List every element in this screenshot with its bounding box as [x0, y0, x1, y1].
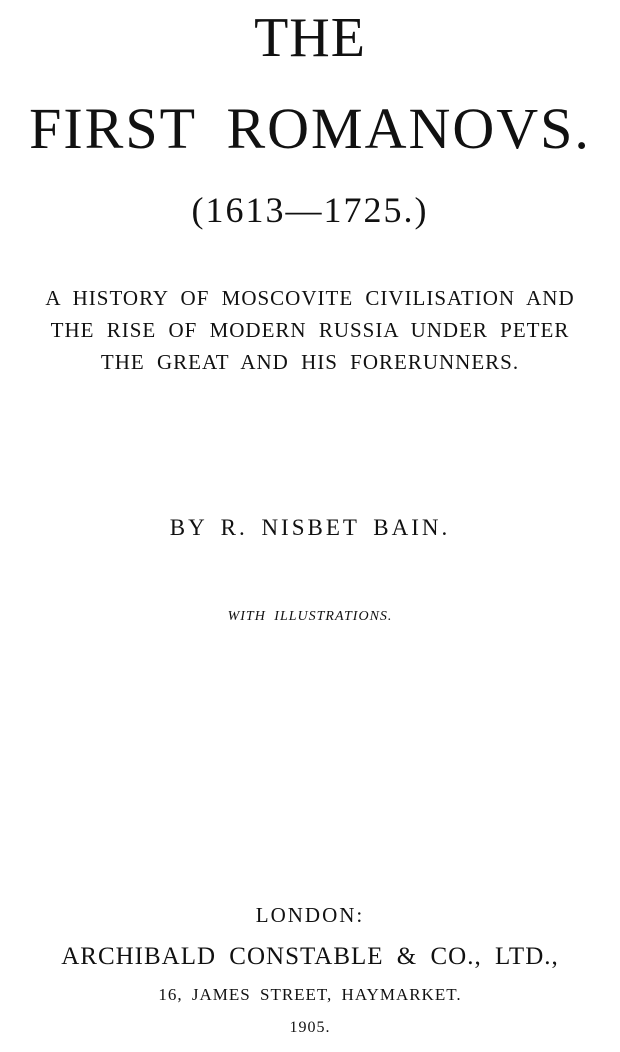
title-line-1: THE [254, 7, 366, 69]
title-line-2: FIRST ROMANOVS. [29, 96, 591, 161]
imprint-year: 1905. [289, 1019, 331, 1036]
subtitle-line-2: THE RISE OF MODERN RUSSIA UNDER PETER [50, 318, 570, 342]
subtitle-line-3: THE GREAT AND HIS FORERUNNERS. [100, 350, 520, 374]
subtitle-line-1: A HISTORY OF MOSCOVITE CIVILISATION AND [45, 286, 575, 310]
illustrations-note: WITH ILLUSTRATIONS. [227, 609, 393, 624]
imprint-publisher: ARCHIBALD CONSTABLE & CO., LTD., [61, 943, 559, 970]
author-line: BY R. NISBET BAIN. [169, 515, 451, 540]
title-dates: (1613—1725.) [191, 190, 429, 230]
imprint-address: 16, JAMES STREET, HAYMARKET. [158, 985, 462, 1004]
imprint-place: LONDON: [255, 903, 365, 927]
